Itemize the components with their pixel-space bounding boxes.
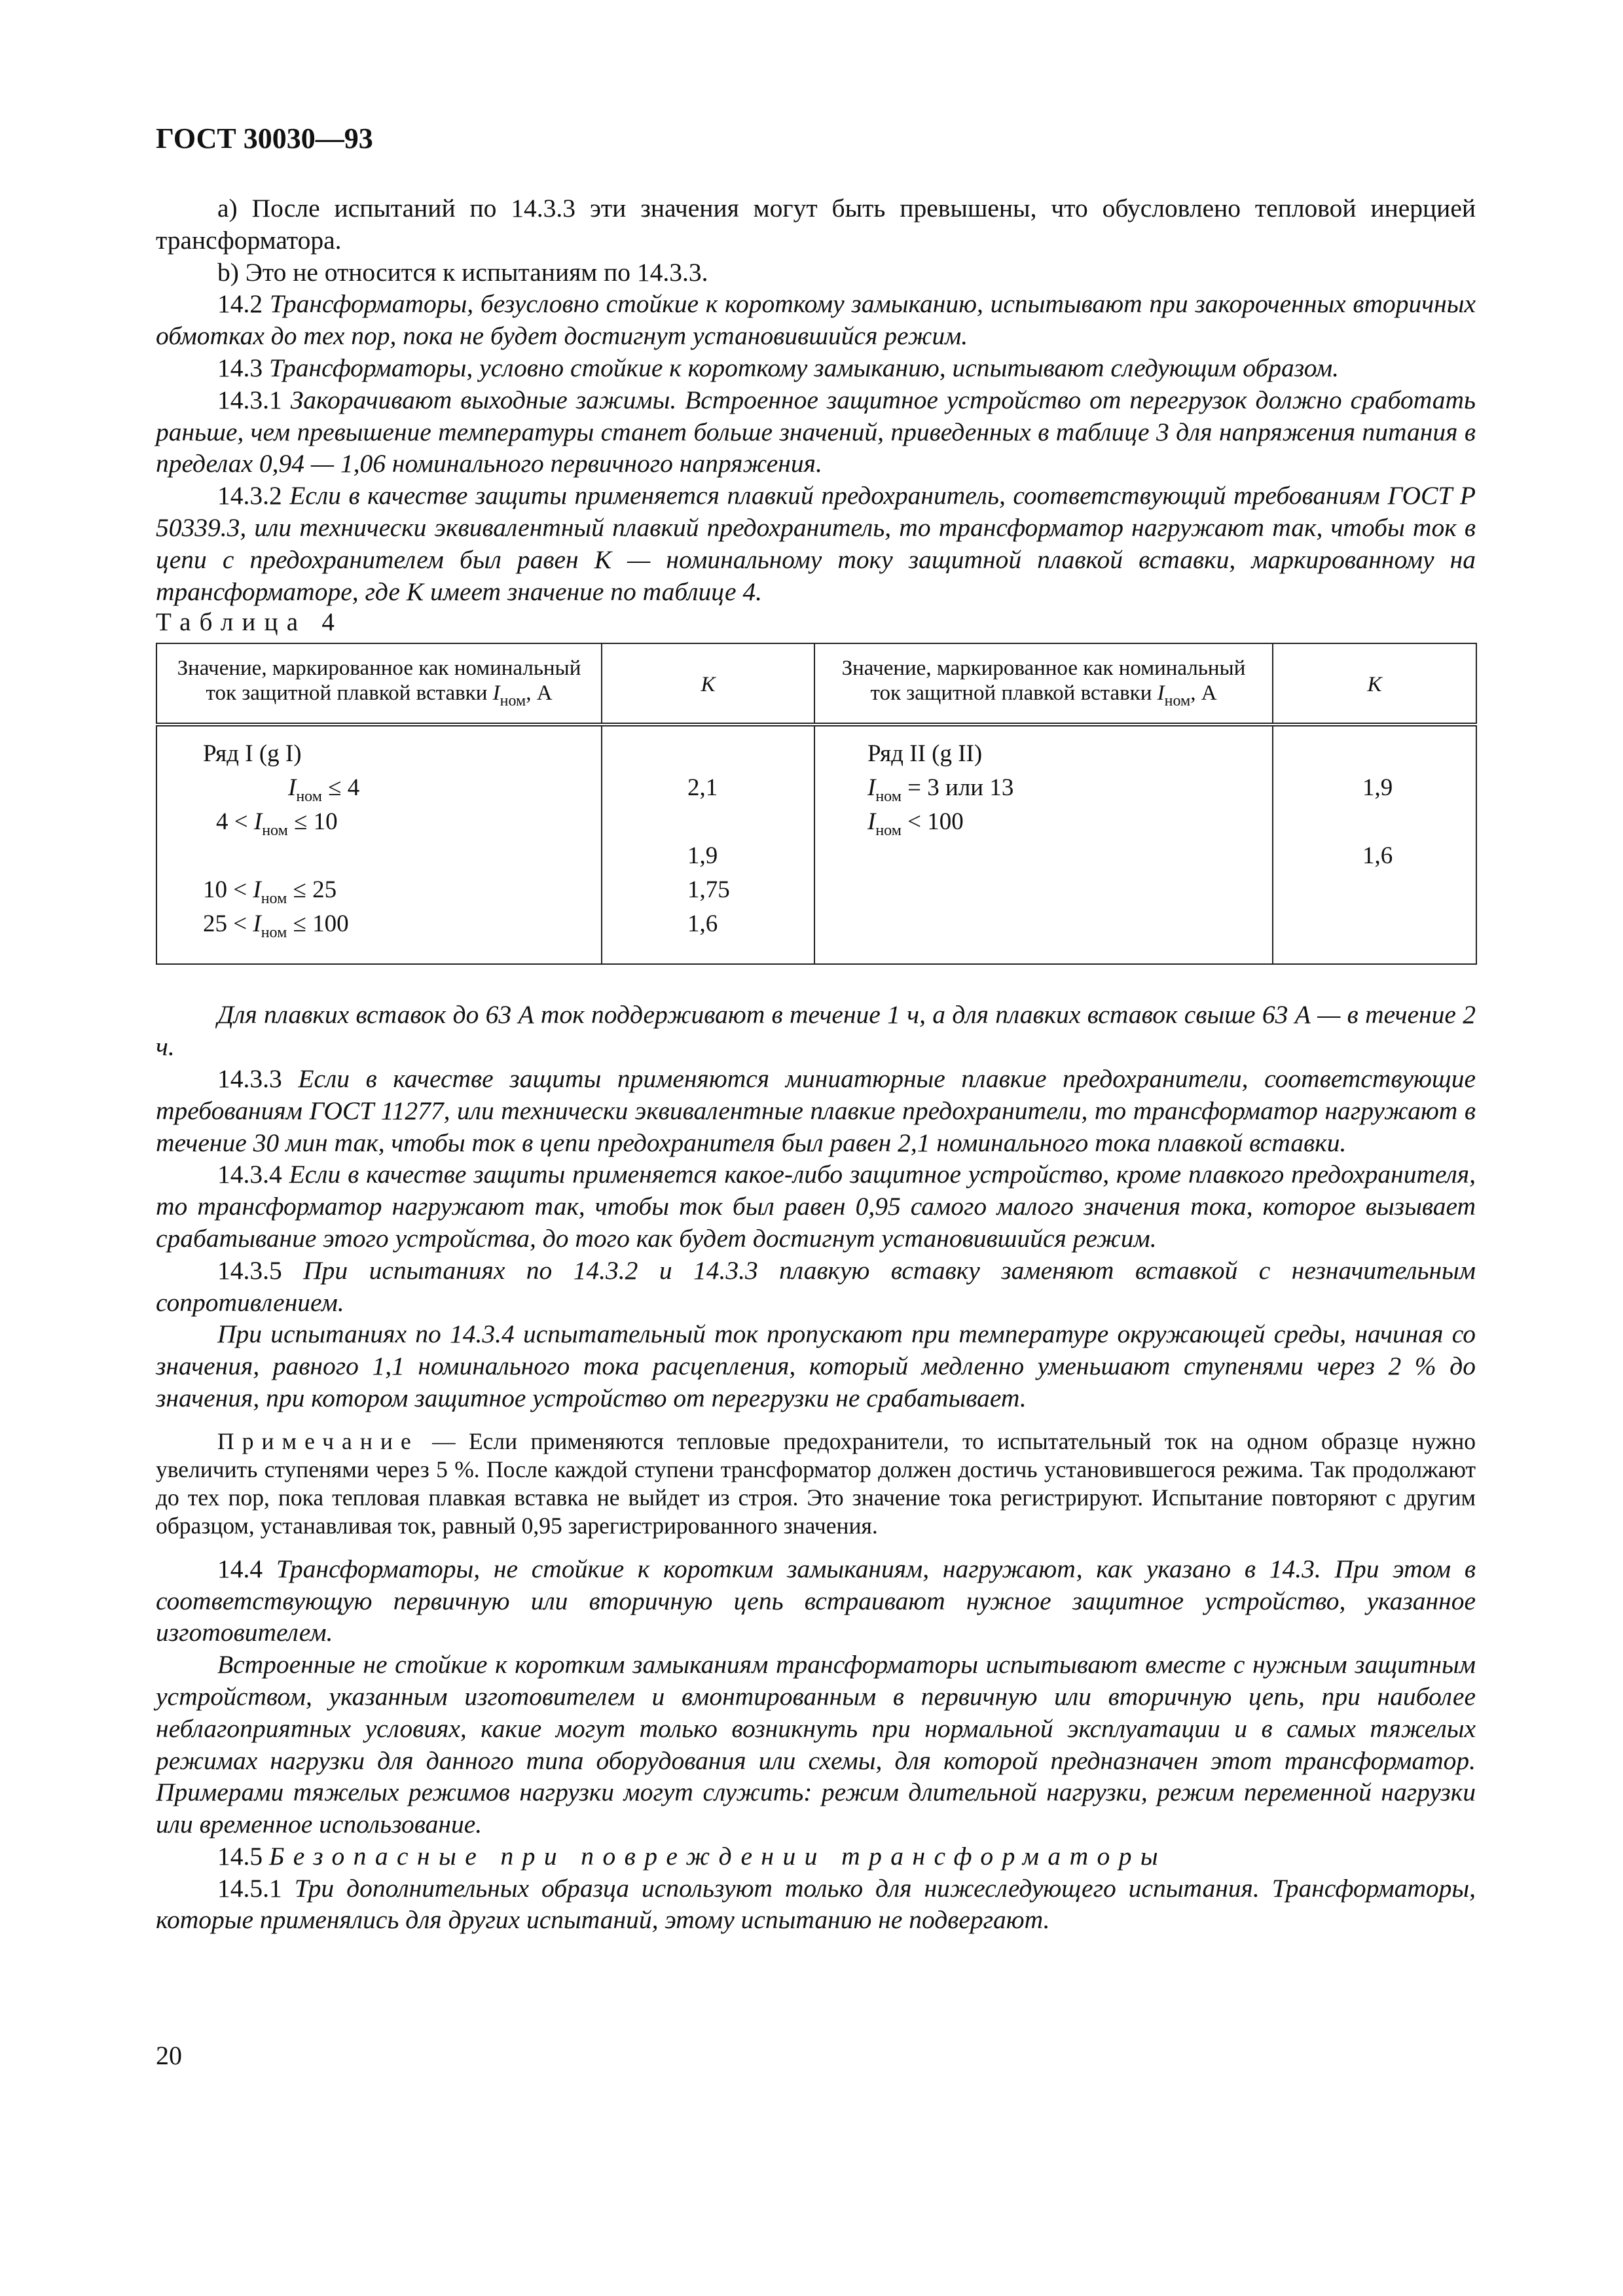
document-body: [156, 192, 1476, 1936]
clause-number: 14.3.1: [217, 385, 282, 414]
note-text: — Если применяются тепловые предохранители, то испытательный ток на одном образце нужно увеличить ступенями через 5 %. После каждой ступени трансформатор должен достичь установившегося режима. Так продолжают до тех пор, пока тепловая плавкая вставка не выйдет из строя. Это значение тока регистрируют. Испытание повторяют с другим образцом, устанавливая ток, равный 0,95 зарегистрированного значения.: [156, 1427, 1476, 1539]
clause-text: Если в качестве защиты применяется плавкий предохранитель, соответствующий требованиям ГОСТ Р 50339.3, или технически эквивалентный плавкий предохранитель, то трансформатор нагружают так, чтобы ток в цепи с предохранителем был равен K — номинальному току защитной плавкой вставки, маркированному на трансформаторе, где K имеет значение по таблице 4.: [156, 481, 1476, 606]
footnote-a: a) После испытаний по 14.3.3 эти значения могут быть превышены, что обусловлено тепловой инерцией трансформатора.: [156, 194, 1476, 255]
range-row: $25 < I_{ном} \le 100$: [203, 910, 349, 942]
clause-number: 14.3.3: [217, 1064, 282, 1093]
table-4: [156, 643, 1477, 965]
clause-14-3: [156, 352, 1476, 384]
standard-header: ГОСТ 30030—93: [156, 122, 373, 154]
range-row-empty: [203, 839, 592, 873]
range-row: $I_{ном} < 100$: [867, 808, 964, 840]
clause-text: Закорачивают выходные зажимы. Встроенное защитное устройство от перегрузок должно сработать раньше, чем превышение температуры станет больше значений, приведенных в таблице 3 для напряжения питания в пределах 0,94 — 1,06 номинального первичного напряжения.: [156, 385, 1476, 478]
page-number: 20: [156, 2041, 182, 2070]
series-label: Ряд I (g I): [203, 740, 302, 768]
clause-14-4: [156, 1553, 1476, 1649]
built-in-paragraph: Встроенные не стойкие к коротким замыканиям трансформаторы испытывают вместе с нужным защитным устройством, указанным изготовителем и вмонтированным в первичную или вторичную цепь, при наиболее неблагоприятных условиях, какие могут только возникнуть при нормальной эксплуатации и в самых тяжелых режимах нагрузки для данного типа оборудования или схемы, для которой предназначен этот трансформатор. Примерами тяжелых режимов нагрузки могут служить: режим длительной нагрузки, режим переменной нагрузки или временное использование.: [156, 1650, 1476, 1839]
fuse-duration-paragraph: Для плавких вставок до 63 А ток поддерживают в течение 1 ч, а для плавких вставок свыше 63 А — в течение 2 ч.: [156, 1000, 1476, 1062]
header-value-left: Значение, маркированное как номинальный ток защитной плавкой вставки $I_{ном}$, А: [156, 643, 602, 725]
clause-number: 14.3.2: [217, 481, 282, 511]
note-block: [156, 1427, 1476, 1540]
clause-14-2: [156, 288, 1476, 352]
clause-14-5: [156, 1840, 1476, 1873]
table-caption: Таблица 4: [156, 608, 344, 637]
clause-text: Трансформаторы, не стойкие к коротким замыканиям, нагружают, как указано в 14.3. При этом в соответствующую первичную или вторичную цепь встраивают нужное защитное устройство, указанное изготовителем.: [156, 1554, 1476, 1647]
section-title: Безопасные при повреждении трансформаторы: [269, 1841, 1167, 1871]
k-value: 1,75: [687, 876, 730, 904]
clause-14-3-5: [156, 1255, 1476, 1319]
clause-text: При испытаниях по 14.3.2 и 14.3.3 плавкую вставку заменяют вставкой с незначительным сопротивлением.: [156, 1255, 1476, 1317]
clause-14-5-1: [156, 1873, 1476, 1937]
clause-number: 14.3.4: [217, 1160, 282, 1189]
test-current-paragraph: При испытаниях по 14.3.4 испытательный ток пропускают при температуре окружающей среды, начиная со значения, равного 1,1 номинального тока расцепления, который медленно уменьшают ступенями через 2 % до значения, при котором защитное устройство от перегрузки не срабатывает.: [156, 1319, 1476, 1412]
range-row: $I_{ном} = 3$ или 13: [867, 774, 1014, 806]
k-value: 1,6: [1362, 842, 1393, 870]
clause-text: Если в качестве защиты применяются миниатюрные плавкие предохранители, соответствующие требованиям ГОСТ 11277, или технически эквивалентные плавкие предохранители, то трансформатор нагружают в течение 30 мин так, чтобы ток в цепи предохранителя был равен 2,1 номинального тока плавкой вставки.: [156, 1064, 1476, 1157]
clause-14-3-1: [156, 384, 1476, 480]
clause-text: Три дополнительных образца используют только для нижеследующего испытания. Трансформаторы, которые применялись для других испытаний, этому испытанию не подвергают.: [156, 1873, 1476, 1935]
table-header-row: [156, 643, 1476, 725]
series-1-values: [156, 725, 602, 964]
clause-number: 14.3.5: [217, 1255, 282, 1285]
k-value: [687, 805, 805, 839]
series-label: Ряд II (g II): [867, 740, 983, 768]
clause-text: Трансформаторы, безусловно стойкие к короткому замыканию, испытывают при закороченных вторичных обмотках до тех пор, пока не будет достигнут установившийся режим.: [156, 289, 1476, 351]
series-2-values: [814, 725, 1273, 964]
clause-number: 14.4: [217, 1554, 263, 1583]
clause-number: 14.2: [217, 289, 263, 319]
clause-number: 14.5: [217, 1841, 263, 1871]
k-value: 1,9: [1362, 774, 1393, 802]
clause-number: 14.5.1: [217, 1873, 282, 1903]
k-value: 1,9: [687, 842, 718, 870]
clause-14-3-2: [156, 480, 1476, 607]
range-row: $4 < I_{ном} \le 10$: [216, 808, 338, 840]
header-k-left: K: [602, 643, 814, 725]
range-row: $10 < I_{ном} \le 25$: [203, 876, 337, 908]
series-1-k: [602, 725, 814, 964]
clause-14-3-4: [156, 1158, 1476, 1254]
note-label: Примечание: [217, 1427, 419, 1454]
header-value-right: Значение, маркированное как номинальный ток защитной плавкой вставки $I_{ном}$, А: [814, 643, 1273, 725]
footnote-b: b) Это не относится к испытаниям по 14.3.3.: [217, 257, 708, 287]
clause-text: Трансформаторы, условно стойкие к короткому замыканию, испытывают следующим образом.: [269, 353, 1340, 382]
header-k-right: K: [1273, 643, 1476, 725]
clause-text: Если в качестве защиты применяется какое-либо защитное устройство, кроме плавкого предохранителя, то трансформатор нагружают так, чтобы ток был равен 0,95 самого малого значения тока, которое вызывает срабатывание этого устройства, до того как будет достигнут установившийся режим.: [156, 1160, 1476, 1253]
k-value: 2,1: [687, 774, 718, 802]
k-value: 1,6: [687, 910, 718, 938]
series-2-k: [1273, 725, 1476, 964]
clause-14-3-3: [156, 1063, 1476, 1158]
table-body-row: [156, 725, 1476, 964]
range-row: $I_{ном} \le 4$: [288, 774, 360, 806]
k-value: [1362, 805, 1467, 839]
clause-number: 14.3: [217, 353, 263, 382]
